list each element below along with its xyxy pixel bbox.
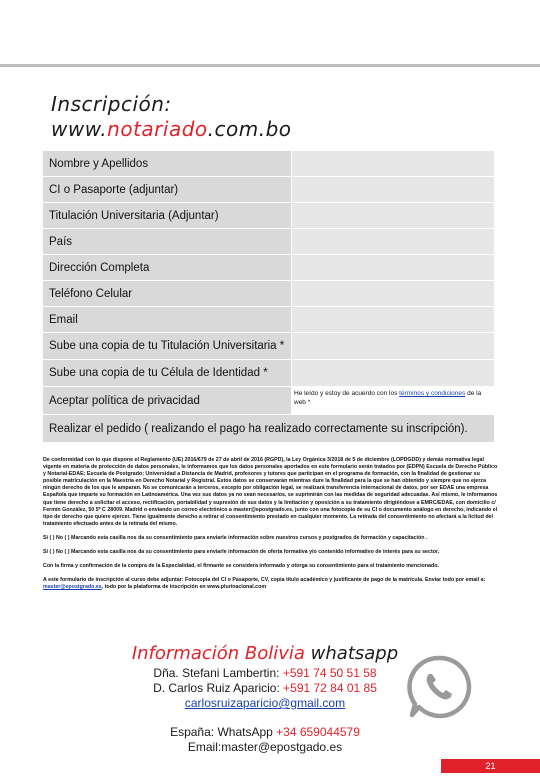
- degree-upload-field[interactable]: [292, 333, 494, 359]
- legal-paragraph: De conformidad con lo que dispone el Reglamento (UE) 2016/679 de 27 de abril de 2016 (RGPD), la Ley Orgánica 3/2018 de 5 de diciembre (LOPDGDD) y demás normativa legal vigente en materia de protección de datos personales, le informamos que los datos personales aportados en este formulario serán tratados por (EDPN) Escuela de Derecho Público y Notarial-EDAE; Escuela de Postgrado; Universidad a Distancia de Madrid, profesores y tutores que participan en el programa de formación, con la finalidad de gestionar su posible matriculación en la Maestría en Derecho Notarial y Registral. Estos datos se conservarán mientras dure la finalidad para la que se han obtenido y siempre que no ejerza ningún derecho de los que le amparan. No se comunicarán a terceros, excepto por obligación legal, se realizará transferencia internacional de datos, por ser EDAE una empresa Española que imparte su formación en Latinoamérica. Una vez sus datos ya no sean necesarios, se suprimirán con las medidas de seguridad adecuadas. Así mismo, le informamos que tiene derecho a solicitar el acceso, rectificación, portabilidad y supresión de sus datos y la limitación y oposición a su tratamiento dirigiéndose a EMRC/EDAE, con domicilio c/ Fermín González, 50 5º C 28009. Madrid o enviando un correo electrónico a master@epostgrado.es, junto con una fotocopia de su CI o documento análogo en derecho, indicando el tipo de derecho que quiere ejercer. Tiene igualmente derecho a retirar el consentimiento prestado en cualquier momento. La retirada del consentimiento no afectará a la licitud del tratamiento efectuado antes de la retirada del mismo.: [43, 457, 498, 527]
- spain-contact: [100, 725, 430, 740]
- contact-heading-red: Información Bolivia: [131, 643, 305, 664]
- page-number: 21: [441, 759, 540, 773]
- privacy-consent: [292, 387, 494, 414]
- form-label: Sube una copia de tu Célula de Identidad *: [43, 360, 291, 386]
- form-row-id-upload: [43, 360, 494, 386]
- terms-link[interactable]: términos y condiciones: [399, 390, 466, 397]
- name-input[interactable]: [292, 151, 494, 176]
- submit-order-button[interactable]: [43, 415, 494, 442]
- form-row-phone: [43, 281, 494, 306]
- master-email-link[interactable]: master@epostgrado.es: [43, 584, 102, 591]
- title-url[interactable]: [51, 117, 292, 142]
- form-row-name: [43, 151, 494, 176]
- form-label: Teléfono Celular: [43, 281, 291, 306]
- privacy-label: Aceptar política de privacidad: [43, 387, 291, 414]
- page-title: [51, 92, 292, 142]
- form-label: Sube una copia de tu Titulación Universitaria *: [43, 333, 291, 359]
- attachments-notice: [43, 577, 498, 591]
- contact-person-1: [100, 666, 430, 681]
- spain-phone[interactable]: +34 659044579: [276, 725, 360, 739]
- degree-input[interactable]: [292, 203, 494, 228]
- form-label: Email: [43, 307, 291, 332]
- contact-block: [100, 642, 430, 755]
- consent-courses: Sí ( ) No ( ) Marcando esta casilla nos da su consentimiento para enviarle información sobre nuestros cursos y postgrados de formación y capacitación .: [43, 534, 428, 541]
- registration-form: [43, 151, 494, 443]
- privacy-text-end: de la web *: [294, 390, 482, 406]
- form-row-country: [43, 229, 494, 254]
- contact-heading-dark: whatsapp: [304, 643, 399, 664]
- form-row-degree-upload: [43, 333, 494, 359]
- title-line1: Inscripción:: [51, 92, 172, 116]
- privacy-text: He leído y estoy de acuerdo con los: [294, 390, 400, 397]
- person2-name: D. Carlos Ruiz Aparicio:: [153, 681, 284, 695]
- spain-label: España: WhatsApp: [170, 725, 277, 739]
- person2-phone[interactable]: +591 72 84 01 85: [283, 681, 377, 695]
- top-divider: [0, 64, 540, 67]
- form-row-degree: [43, 203, 494, 228]
- form-label: Nombre y Apellidos: [43, 151, 291, 176]
- contact-email-link[interactable]: carlosruizaparicio@gmail.com: [184, 696, 346, 710]
- form-row-address: [43, 255, 494, 280]
- whatsapp-icon[interactable]: [406, 654, 472, 720]
- title-url-prefix: www.: [51, 117, 108, 141]
- email-input[interactable]: [292, 307, 494, 332]
- ci-input[interactable]: [292, 177, 494, 202]
- signature-notice: Con la firma y confirmación de la compra de la Especialidad, el firmante se considera informado y otorga su consentimiento para el tratamiento mencionado.: [43, 563, 439, 570]
- title-url-brand: notariado: [107, 117, 208, 141]
- contact-person-2: [100, 681, 430, 696]
- legal-notice: [43, 457, 498, 598]
- phone-input[interactable]: [292, 281, 494, 306]
- person1-name: Dña. Stefani Lambertin:: [153, 666, 283, 680]
- form-label: Dirección Completa: [43, 255, 291, 280]
- form-row-ci: [43, 177, 494, 202]
- id-upload-field[interactable]: [292, 360, 494, 386]
- spain-email[interactable]: Email:master@epostgado.es: [187, 740, 343, 754]
- title-url-suffix: .com.bo: [207, 117, 292, 141]
- form-label: Titulación Universitaria (Adjuntar): [43, 203, 291, 228]
- form-label: CI o Pasaporte (adjuntar): [43, 177, 291, 202]
- consent-offers: Sí ( ) No ( ) Marcando esta casilla nos da su consentimiento para enviarle información de oferta formativa y/o contenido informativo de interés para su sector.: [43, 549, 440, 556]
- address-input[interactable]: [292, 255, 494, 280]
- person1-phone[interactable]: +591 74 50 51 58: [282, 666, 377, 680]
- form-label: País: [43, 229, 291, 254]
- attachments-text: A este formulario de inscripción al curso debe adjuntar: Fotocopia del CI o Pasaporte, CV, copia título académico y justificante de pago de la matrícula. Enviar todo por email a:: [43, 577, 486, 584]
- contact-heading: [100, 642, 430, 666]
- form-row-privacy: [43, 387, 494, 414]
- form-row-email: [43, 307, 494, 332]
- attachments-text-end: , todo por la plataforma de inscripción en www.plurinacional.com: [101, 584, 267, 591]
- submit-label: Realizar el pedido ( realizando el pago ha realizado correctamente su inscripción).: [43, 415, 494, 442]
- country-input[interactable]: [292, 229, 494, 254]
